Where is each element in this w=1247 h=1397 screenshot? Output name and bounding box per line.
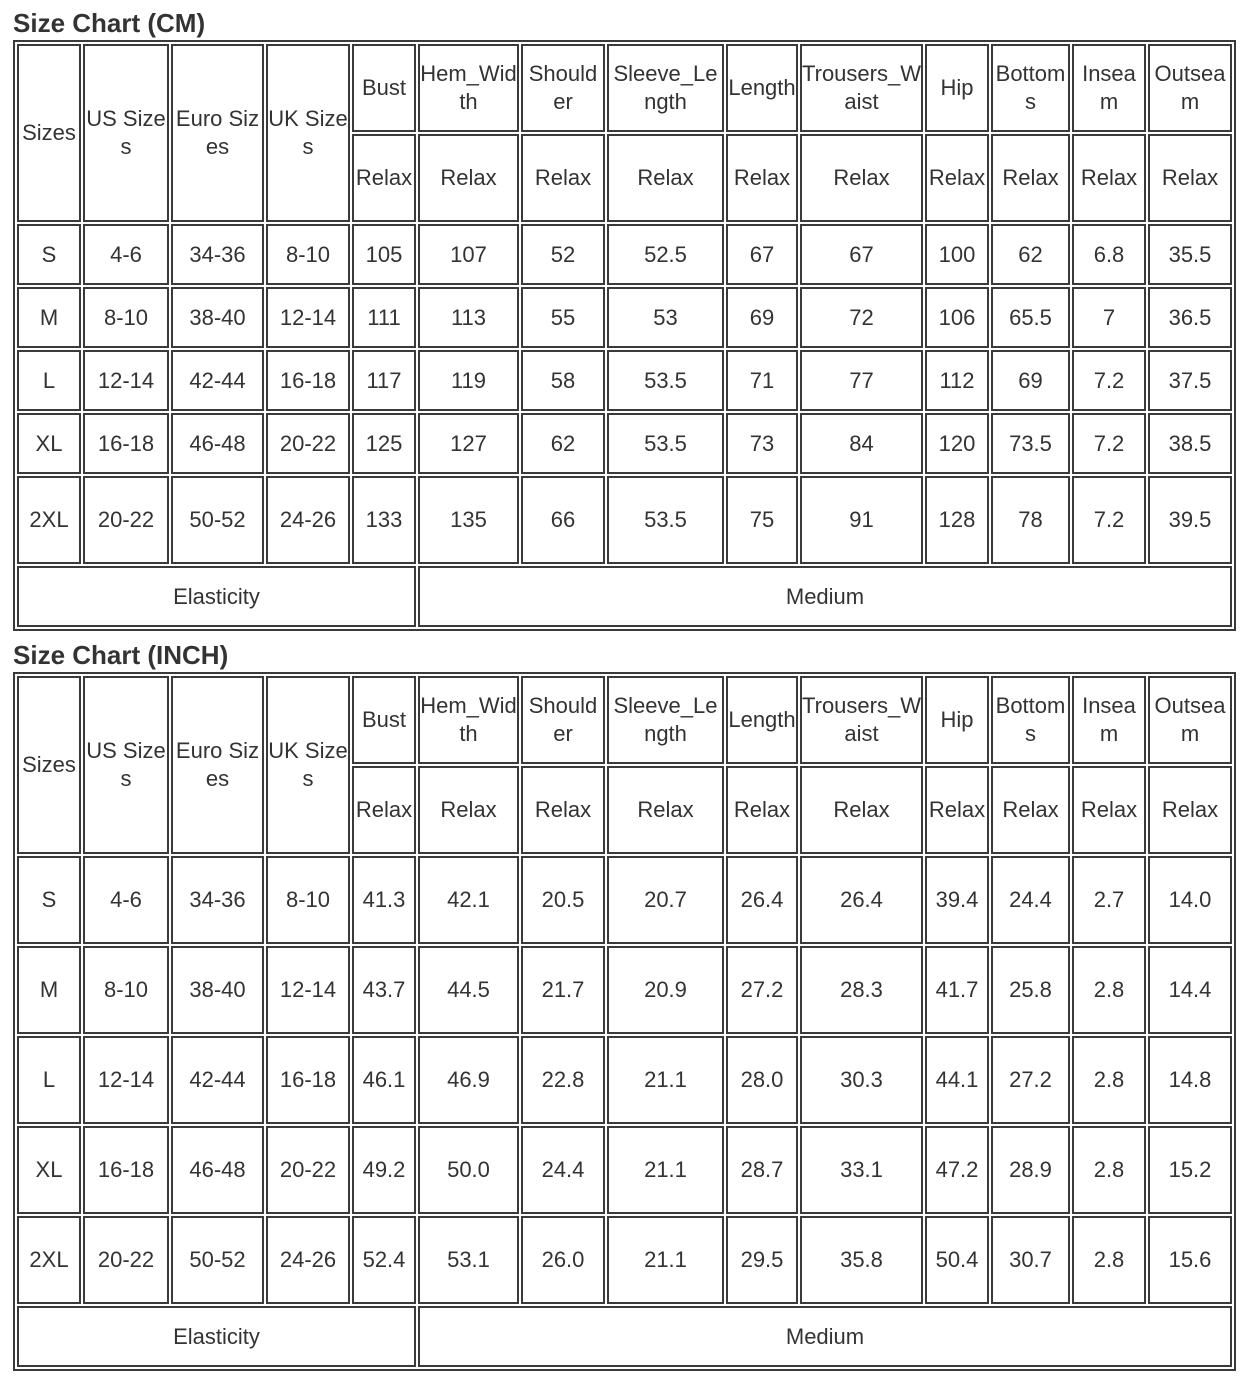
table-cell: 26.4 (800, 856, 923, 944)
table-cell: 2XL (17, 1216, 81, 1304)
header-row-measures (17, 44, 1232, 132)
table-cell: 12-14 (266, 946, 350, 1034)
table-cell: 50.4 (925, 1216, 989, 1304)
table-cell: 8-10 (83, 946, 169, 1034)
size-chart-cm-title: Size Chart (CM) (13, 8, 206, 38)
table-cell: 42-44 (171, 1036, 264, 1124)
table-cell: 12-14 (266, 287, 350, 348)
table-cell: 53.5 (607, 413, 724, 474)
header-cell: Relax (726, 766, 798, 854)
table-cell: 49.2 (352, 1126, 416, 1214)
header-cell: Relax (1148, 766, 1232, 854)
table-cell: 6.8 (1072, 224, 1146, 285)
elasticity-label: Elasticity (17, 566, 416, 627)
elasticity-label: Elasticity (17, 1306, 416, 1367)
table-cell: 27.2 (726, 946, 798, 1034)
table-cell: 52 (521, 224, 605, 285)
header-cell: Outseam (1148, 676, 1232, 764)
table-cell: 7.2 (1072, 350, 1146, 411)
table-cell: 15.2 (1148, 1126, 1232, 1214)
table-cell: 8-10 (83, 287, 169, 348)
table-cell: 67 (800, 224, 923, 285)
table-row (17, 1216, 1232, 1304)
header-cell: Inseam (1072, 44, 1146, 132)
header-cell: Trousers_Waist (800, 676, 923, 764)
header-cell: US Sizes (83, 676, 169, 854)
header-cell: Length (726, 676, 798, 764)
table-cell: 37.5 (1148, 350, 1232, 411)
header-cell: Sleeve_Length (607, 676, 724, 764)
table-cell: 78 (991, 476, 1070, 564)
table-cell: 111 (352, 287, 416, 348)
table-cell: 33.1 (800, 1126, 923, 1214)
table-cell: 24.4 (991, 856, 1070, 944)
table-cell: 2.8 (1072, 1036, 1146, 1124)
table-cell: 28.0 (726, 1036, 798, 1124)
table-cell: 26.0 (521, 1216, 605, 1304)
table-cell: 8-10 (266, 856, 350, 944)
elasticity-value: Medium (418, 1306, 1232, 1367)
size-chart-inch-table (13, 672, 1236, 1371)
table-row (17, 476, 1232, 564)
table-cell: 53.5 (607, 476, 724, 564)
table-cell: 84 (800, 413, 923, 474)
header-cell: Length (726, 44, 798, 132)
table-cell: 107 (418, 224, 519, 285)
table-cell: 100 (925, 224, 989, 285)
table-cell: 77 (800, 350, 923, 411)
header-cell: Relax (418, 134, 519, 222)
header-cell: Shoulder (521, 44, 605, 132)
header-cell: Relax (607, 766, 724, 854)
table-cell: 20-22 (83, 1216, 169, 1304)
table-cell: 2.8 (1072, 946, 1146, 1034)
header-cell: Relax (352, 766, 416, 854)
table-cell: 62 (521, 413, 605, 474)
header-cell: Relax (925, 766, 989, 854)
table-cell: 7.2 (1072, 476, 1146, 564)
table-cell: 2XL (17, 476, 81, 564)
table-cell: 2.8 (1072, 1216, 1146, 1304)
table-cell: 28.9 (991, 1126, 1070, 1214)
table-cell: 42-44 (171, 350, 264, 411)
table-row (17, 856, 1232, 944)
table-cell: 25.8 (991, 946, 1070, 1034)
header-cell: Relax (1072, 134, 1146, 222)
table-cell: 30.7 (991, 1216, 1070, 1304)
table-cell: 43.7 (352, 946, 416, 1034)
table-cell: 52.4 (352, 1216, 416, 1304)
header-cell: Inseam (1072, 676, 1146, 764)
table-cell: 28.7 (726, 1126, 798, 1214)
header-cell: Bottoms (991, 676, 1070, 764)
table-cell: 50.0 (418, 1126, 519, 1214)
header-cell: Relax (925, 134, 989, 222)
table-cell: 112 (925, 350, 989, 411)
header-cell: Relax (1072, 766, 1146, 854)
header-cell: Bottoms (991, 44, 1070, 132)
table-cell: 73.5 (991, 413, 1070, 474)
table-cell: 7.2 (1072, 413, 1146, 474)
elasticity-row (17, 1306, 1232, 1367)
table-cell: 135 (418, 476, 519, 564)
header-cell: Relax (991, 766, 1070, 854)
table-cell: 36.5 (1148, 287, 1232, 348)
table-cell: 34-36 (171, 856, 264, 944)
table-cell: 29.5 (726, 1216, 798, 1304)
table-cell: 67 (726, 224, 798, 285)
table-cell: 4-6 (83, 224, 169, 285)
table-cell: L (17, 1036, 81, 1124)
header-cell: Bust (352, 676, 416, 764)
table-cell: 7 (1072, 287, 1146, 348)
header-cell: Relax (800, 766, 923, 854)
header-cell: UK Sizes (266, 44, 350, 222)
table-cell: 46.9 (418, 1036, 519, 1124)
table-cell: 14.0 (1148, 856, 1232, 944)
table-cell: 16-18 (266, 1036, 350, 1124)
table-cell: 113 (418, 287, 519, 348)
table-row (17, 946, 1232, 1034)
header-cell: Euro Sizes (171, 44, 264, 222)
header-cell: Bust (352, 44, 416, 132)
header-cell: Relax (800, 134, 923, 222)
table-cell: 24-26 (266, 476, 350, 564)
table-cell: 24.4 (521, 1126, 605, 1214)
table-row (17, 413, 1232, 474)
table-cell: 24-26 (266, 1216, 350, 1304)
table-cell: 20.7 (607, 856, 724, 944)
table-cell: 41.7 (925, 946, 989, 1034)
table-cell: 14.4 (1148, 946, 1232, 1034)
table-cell: 41.3 (352, 856, 416, 944)
table-cell: 4-6 (83, 856, 169, 944)
header-row-measures (17, 676, 1232, 764)
table-cell: 34-36 (171, 224, 264, 285)
header-cell: Relax (726, 134, 798, 222)
table-cell: 91 (800, 476, 923, 564)
table-cell: L (17, 350, 81, 411)
header-cell: Hem_Width (418, 44, 519, 132)
table-cell: 125 (352, 413, 416, 474)
table-cell: 117 (352, 350, 416, 411)
table-cell: 46-48 (171, 413, 264, 474)
header-cell: Shoulder (521, 676, 605, 764)
header-cell: Hip (925, 676, 989, 764)
table-cell: 39.4 (925, 856, 989, 944)
table-cell: 50-52 (171, 476, 264, 564)
table-cell: 44.1 (925, 1036, 989, 1124)
table-cell: 2.8 (1072, 1126, 1146, 1214)
header-cell: Sizes (17, 676, 81, 854)
header-cell: Trousers_Waist (800, 44, 923, 132)
table-cell: 21.1 (607, 1036, 724, 1124)
table-cell: 50-52 (171, 1216, 264, 1304)
header-cell: Relax (607, 134, 724, 222)
table-cell: 128 (925, 476, 989, 564)
table-cell: 127 (418, 413, 519, 474)
table-cell: 15.6 (1148, 1216, 1232, 1304)
header-cell: Relax (1148, 134, 1232, 222)
header-cell: Relax (352, 134, 416, 222)
elasticity-row (17, 566, 1232, 627)
table-cell: 35.8 (800, 1216, 923, 1304)
table-cell: 66 (521, 476, 605, 564)
table-cell: 46.1 (352, 1036, 416, 1124)
table-cell: 12-14 (83, 1036, 169, 1124)
table-cell: 69 (991, 350, 1070, 411)
table-cell: 58 (521, 350, 605, 411)
table-cell: 119 (418, 350, 519, 411)
table-cell: 20-22 (266, 1126, 350, 1214)
table-cell: 65.5 (991, 287, 1070, 348)
header-cell: US Sizes (83, 44, 169, 222)
table-cell: 27.2 (991, 1036, 1070, 1124)
table-cell: 38-40 (171, 946, 264, 1034)
table-cell: 26.4 (726, 856, 798, 944)
table-row (17, 1126, 1232, 1214)
table-cell: 73 (726, 413, 798, 474)
table-cell: 16-18 (83, 1126, 169, 1214)
table-cell: S (17, 856, 81, 944)
table-cell: 2.7 (1072, 856, 1146, 944)
table-cell: 46-48 (171, 1126, 264, 1214)
size-chart-cm-table (13, 40, 1236, 631)
table-cell: 20.9 (607, 946, 724, 1034)
table-cell: 52.5 (607, 224, 724, 285)
header-cell: Sleeve_Length (607, 44, 724, 132)
table-cell: 106 (925, 287, 989, 348)
header-cell: Sizes (17, 44, 81, 222)
table-cell: 35.5 (1148, 224, 1232, 285)
table-cell: 21.1 (607, 1126, 724, 1214)
table-cell: 21.7 (521, 946, 605, 1034)
table-cell: 53 (607, 287, 724, 348)
header-cell: Relax (991, 134, 1070, 222)
table-cell: 8-10 (266, 224, 350, 285)
table-cell: 72 (800, 287, 923, 348)
table-cell: 42.1 (418, 856, 519, 944)
header-cell: Hip (925, 44, 989, 132)
table-cell: 22.8 (521, 1036, 605, 1124)
table-cell: XL (17, 1126, 81, 1214)
table-row (17, 1036, 1232, 1124)
table-cell: 12-14 (83, 350, 169, 411)
table-cell: 53.5 (607, 350, 724, 411)
table-cell: 133 (352, 476, 416, 564)
table-row (17, 350, 1232, 411)
header-cell: Euro Sizes (171, 676, 264, 854)
table-cell: 20.5 (521, 856, 605, 944)
table-cell: 47.2 (925, 1126, 989, 1214)
table-cell: 16-18 (266, 350, 350, 411)
table-cell: 20-22 (83, 476, 169, 564)
table-cell: 20-22 (266, 413, 350, 474)
table-cell: 105 (352, 224, 416, 285)
table-row (17, 224, 1232, 285)
table-cell: M (17, 287, 81, 348)
table-cell: 16-18 (83, 413, 169, 474)
table-cell: 21.1 (607, 1216, 724, 1304)
table-cell: S (17, 224, 81, 285)
header-cell: UK Sizes (266, 676, 350, 854)
table-row (17, 287, 1232, 348)
table-cell: 71 (726, 350, 798, 411)
table-cell: XL (17, 413, 81, 474)
size-chart-inch-title: Size Chart (INCH) (13, 640, 229, 670)
table-cell: 38.5 (1148, 413, 1232, 474)
table-cell: 69 (726, 287, 798, 348)
header-cell: Relax (521, 766, 605, 854)
table-cell: 39.5 (1148, 476, 1232, 564)
table-cell: 38-40 (171, 287, 264, 348)
header-cell: Relax (418, 766, 519, 854)
elasticity-value: Medium (418, 566, 1232, 627)
table-cell: 28.3 (800, 946, 923, 1034)
table-cell: 14.8 (1148, 1036, 1232, 1124)
header-cell: Outseam (1148, 44, 1232, 132)
header-cell: Relax (521, 134, 605, 222)
table-cell: 75 (726, 476, 798, 564)
header-cell: Hem_Width (418, 676, 519, 764)
table-cell: 55 (521, 287, 605, 348)
table-cell: 44.5 (418, 946, 519, 1034)
table-cell: 53.1 (418, 1216, 519, 1304)
table-cell: 62 (991, 224, 1070, 285)
table-cell: 120 (925, 413, 989, 474)
table-cell: 30.3 (800, 1036, 923, 1124)
table-cell: M (17, 946, 81, 1034)
